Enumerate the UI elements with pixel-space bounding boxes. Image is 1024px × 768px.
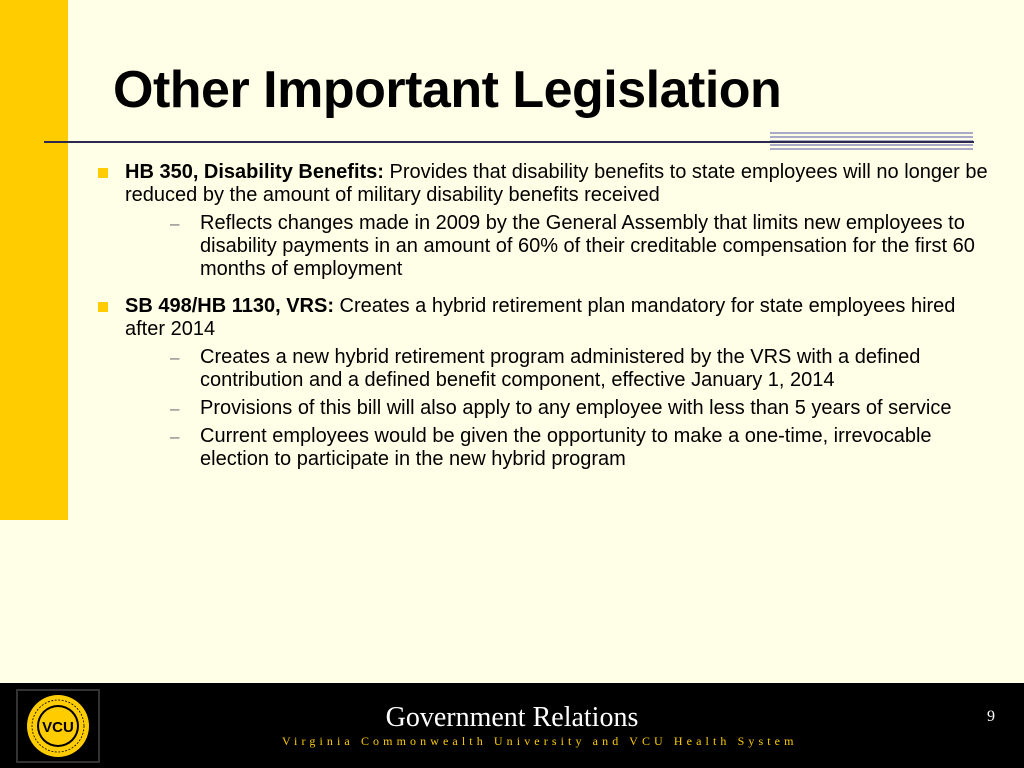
page-number: 9 bbox=[987, 708, 995, 725]
sub-item bbox=[125, 397, 996, 420]
bullet-lead: HB 350, Disability Benefits: bbox=[125, 161, 384, 183]
sub-list bbox=[125, 212, 996, 281]
title-rule bbox=[44, 141, 974, 143]
bullet-hb350 bbox=[96, 161, 996, 281]
sub-text: Current employees would be given the opportunity to make a one-time, irrevocable election to participate in the new hybrid program bbox=[200, 425, 932, 470]
dash-bullet-icon: – bbox=[170, 427, 180, 446]
dash-bullet-icon: – bbox=[170, 348, 180, 367]
dash-bullet-icon: – bbox=[170, 399, 180, 418]
bullet-text: Creates a hybrid retirement plan mandatory for state employees hired after 2014 bbox=[125, 295, 956, 340]
sub-list bbox=[125, 346, 996, 471]
square-bullet-icon bbox=[98, 302, 108, 312]
sub-item bbox=[125, 425, 996, 471]
sub-item bbox=[125, 346, 996, 392]
bullet-text: Provides that disability benefits to state employees will no longer be reduced by the amount of military disability benefits received bbox=[125, 161, 988, 206]
bullet-lead: SB 498/HB 1130, VRS: bbox=[125, 295, 334, 317]
org-name-text: Government Relations bbox=[385, 702, 639, 733]
sub-text: Creates a new hybrid retirement program administered by the VRS with a defined contribution and a defined benefit component, effective January 1, 2014 bbox=[200, 346, 921, 391]
sub-text: Reflects changes made in 2009 by the General Assembly that limits new employees to disability payments in an amount of 60% of their creditable compensation for the first 60 months of employment bbox=[200, 212, 975, 280]
footer-bar bbox=[0, 683, 1024, 768]
logo-initials: VCU bbox=[42, 719, 74, 736]
bullet-sb498 bbox=[96, 295, 996, 471]
org-name bbox=[0, 702, 1024, 734]
slide-content bbox=[96, 161, 996, 480]
slide-title: Other Important Legislation bbox=[113, 61, 782, 119]
sub-item bbox=[125, 212, 996, 281]
square-bullet-icon bbox=[98, 168, 108, 178]
dash-bullet-icon: – bbox=[170, 214, 180, 233]
left-accent-bar bbox=[0, 0, 68, 520]
footer-tagline: Virginia Commonwealth University and VCU Health System bbox=[282, 734, 798, 748]
sub-text: Provisions of this bill will also apply to any employee with less than 5 years of service bbox=[200, 397, 952, 419]
